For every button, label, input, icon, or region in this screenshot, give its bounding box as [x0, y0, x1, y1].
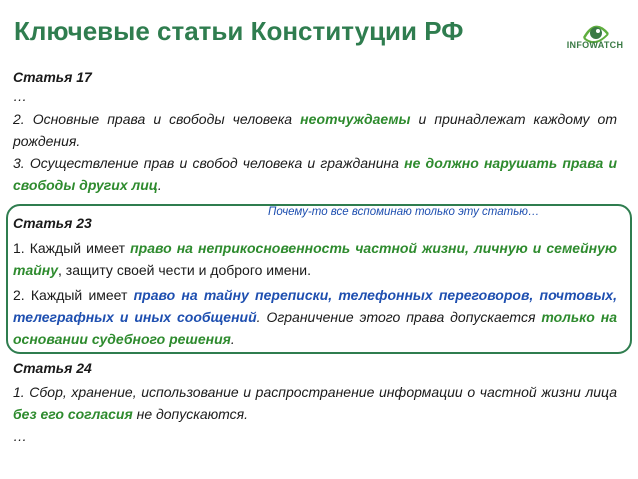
article-24-paragraph-1: 1. Сбор, хранение, использование и распространение информации о частной жизни лица без его согласия не допускаются.: [13, 384, 617, 422]
article-23-heading: Статья 23: [13, 215, 92, 231]
article-17: [13, 68, 617, 196]
article-17-heading: Статья 17: [13, 69, 92, 85]
highlight-text: неотчуждаемы: [300, 111, 411, 127]
logo-wordmark: INFOWATCH: [566, 40, 624, 50]
highlight-text: право на тайну переписки, телефонных переговоров, почтовых, телеграфных и иных сообщений: [13, 287, 617, 325]
article-24: [13, 357, 617, 447]
article-23: [13, 212, 617, 350]
highlight-text: не должно нарушать права и свободы других лиц: [13, 155, 617, 193]
annotation-note: Почему-то все вспоминаю только эту статью…: [268, 206, 540, 218]
article-17-paragraph-2: 2. Основные права и свободы человека неотчуждаемы и принадлежат каждому от рождения.: [13, 111, 617, 149]
highlight-text: без его согласия: [13, 406, 133, 422]
infowatch-logo-icon: [562, 8, 628, 58]
article-17-ellipsis: …: [13, 88, 27, 104]
article-23-paragraph-2: 2. Каждый имеет право на тайну переписки, телефонных переговоров, почтовых, телеграфных и иных сообщений. Ограничение этого права допускается только на основании судебного решения.: [13, 287, 617, 347]
article-23-paragraph-1: 1. Каждый имеет право на неприкосновенность частной жизни, личную и семейную тайну, защиту своей чести и доброго имени.: [13, 240, 617, 278]
page-title: Ключевые статьи Конституции РФ: [14, 16, 464, 46]
highlight-text: право на неприкосновенность частной жизни, личную и семейную тайну: [13, 240, 617, 278]
highlight-text: только на основании судебного решения: [13, 309, 617, 347]
article-24-ellipsis: …: [13, 428, 27, 444]
article-24-heading: Статья 24: [13, 360, 92, 376]
article-17-paragraph-3: 3. Осуществление прав и свобод человека и гражданина не должно нарушать права и свободы других лиц.: [13, 155, 617, 193]
